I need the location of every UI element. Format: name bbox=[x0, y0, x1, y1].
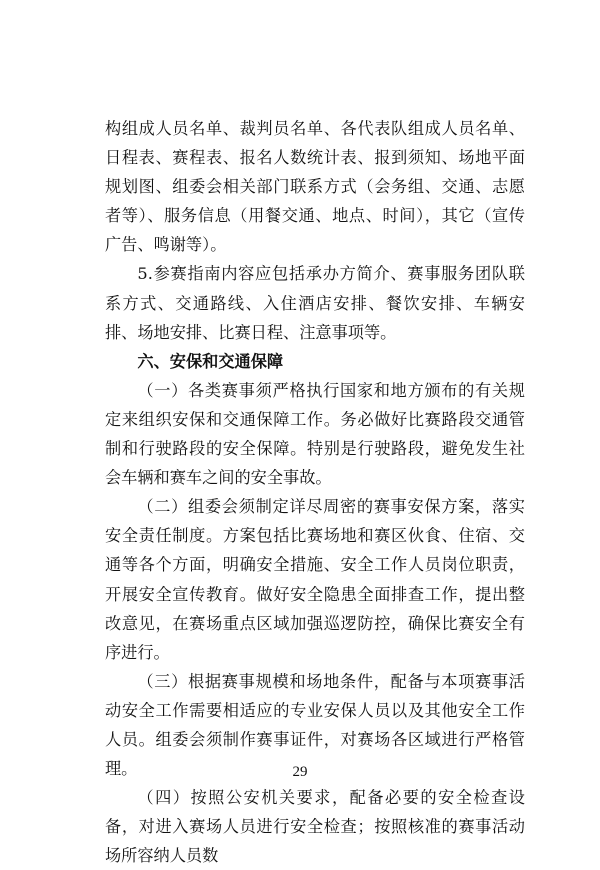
paragraph-participant-guide: 5.参赛指南内容应包括承办方简介、赛事服务团队联系方式、交通路线、入住酒店安排、餐饮安排、车辆安排、场地安排、比赛日程、注意事项等。 bbox=[105, 264, 525, 342]
paragraph-item-2: （二）组委会须制定详尽周密的赛事安保方案，落实安全责任制度。方案包括比赛场地和赛区伙食、住宿、交通等各个方面，明确安全措施、安全工作人员岗位职责，开展安全宣传教育。做好安全隐患全面排查工作，提出整改意见，在赛场重点区域加强巡逻防控，确保比赛安全有序进行。 bbox=[105, 497, 525, 662]
page-number: 29 bbox=[292, 764, 308, 780]
paragraph-continuation: 构组成人员名单、裁判员名单、各代表队组成人员名单、日程表、赛程表、报名人数统计表、报到须知、场地平面规划图、组委会相关部门联系方式（会务组、交通、志愿者等）、服务信息（用餐交通、地点、时间），其它（宣传广告、鸣谢等）。 bbox=[105, 119, 525, 255]
paragraph-item-4: （四）按照公安机关要求，配备必要的安全检查设备，对进入赛场人员进行安全检查；按照核准的赛事活动场所容纳人员数 bbox=[105, 788, 525, 866]
paragraph-item-3: （三）根据赛事规模和场地条件，配备与本项赛事活动安全工作需要相适应的专业安保人员以及其他安全工作人员。组委会须制作赛事证件，对赛场各区域进行严格管理。 bbox=[105, 671, 525, 779]
paragraph-item-1: （一）各类赛事须严格执行国家和地方颁布的有关规定来组织安保和交通保障工作。务必做好比赛路段交通管制和行驶路段的安全保障。特别是行驶路段，避免发生社会车辆和赛车之间的安全事故。 bbox=[105, 380, 525, 488]
section-heading: 六、安保和交通保障 bbox=[137, 351, 284, 371]
body-text bbox=[105, 114, 525, 870]
